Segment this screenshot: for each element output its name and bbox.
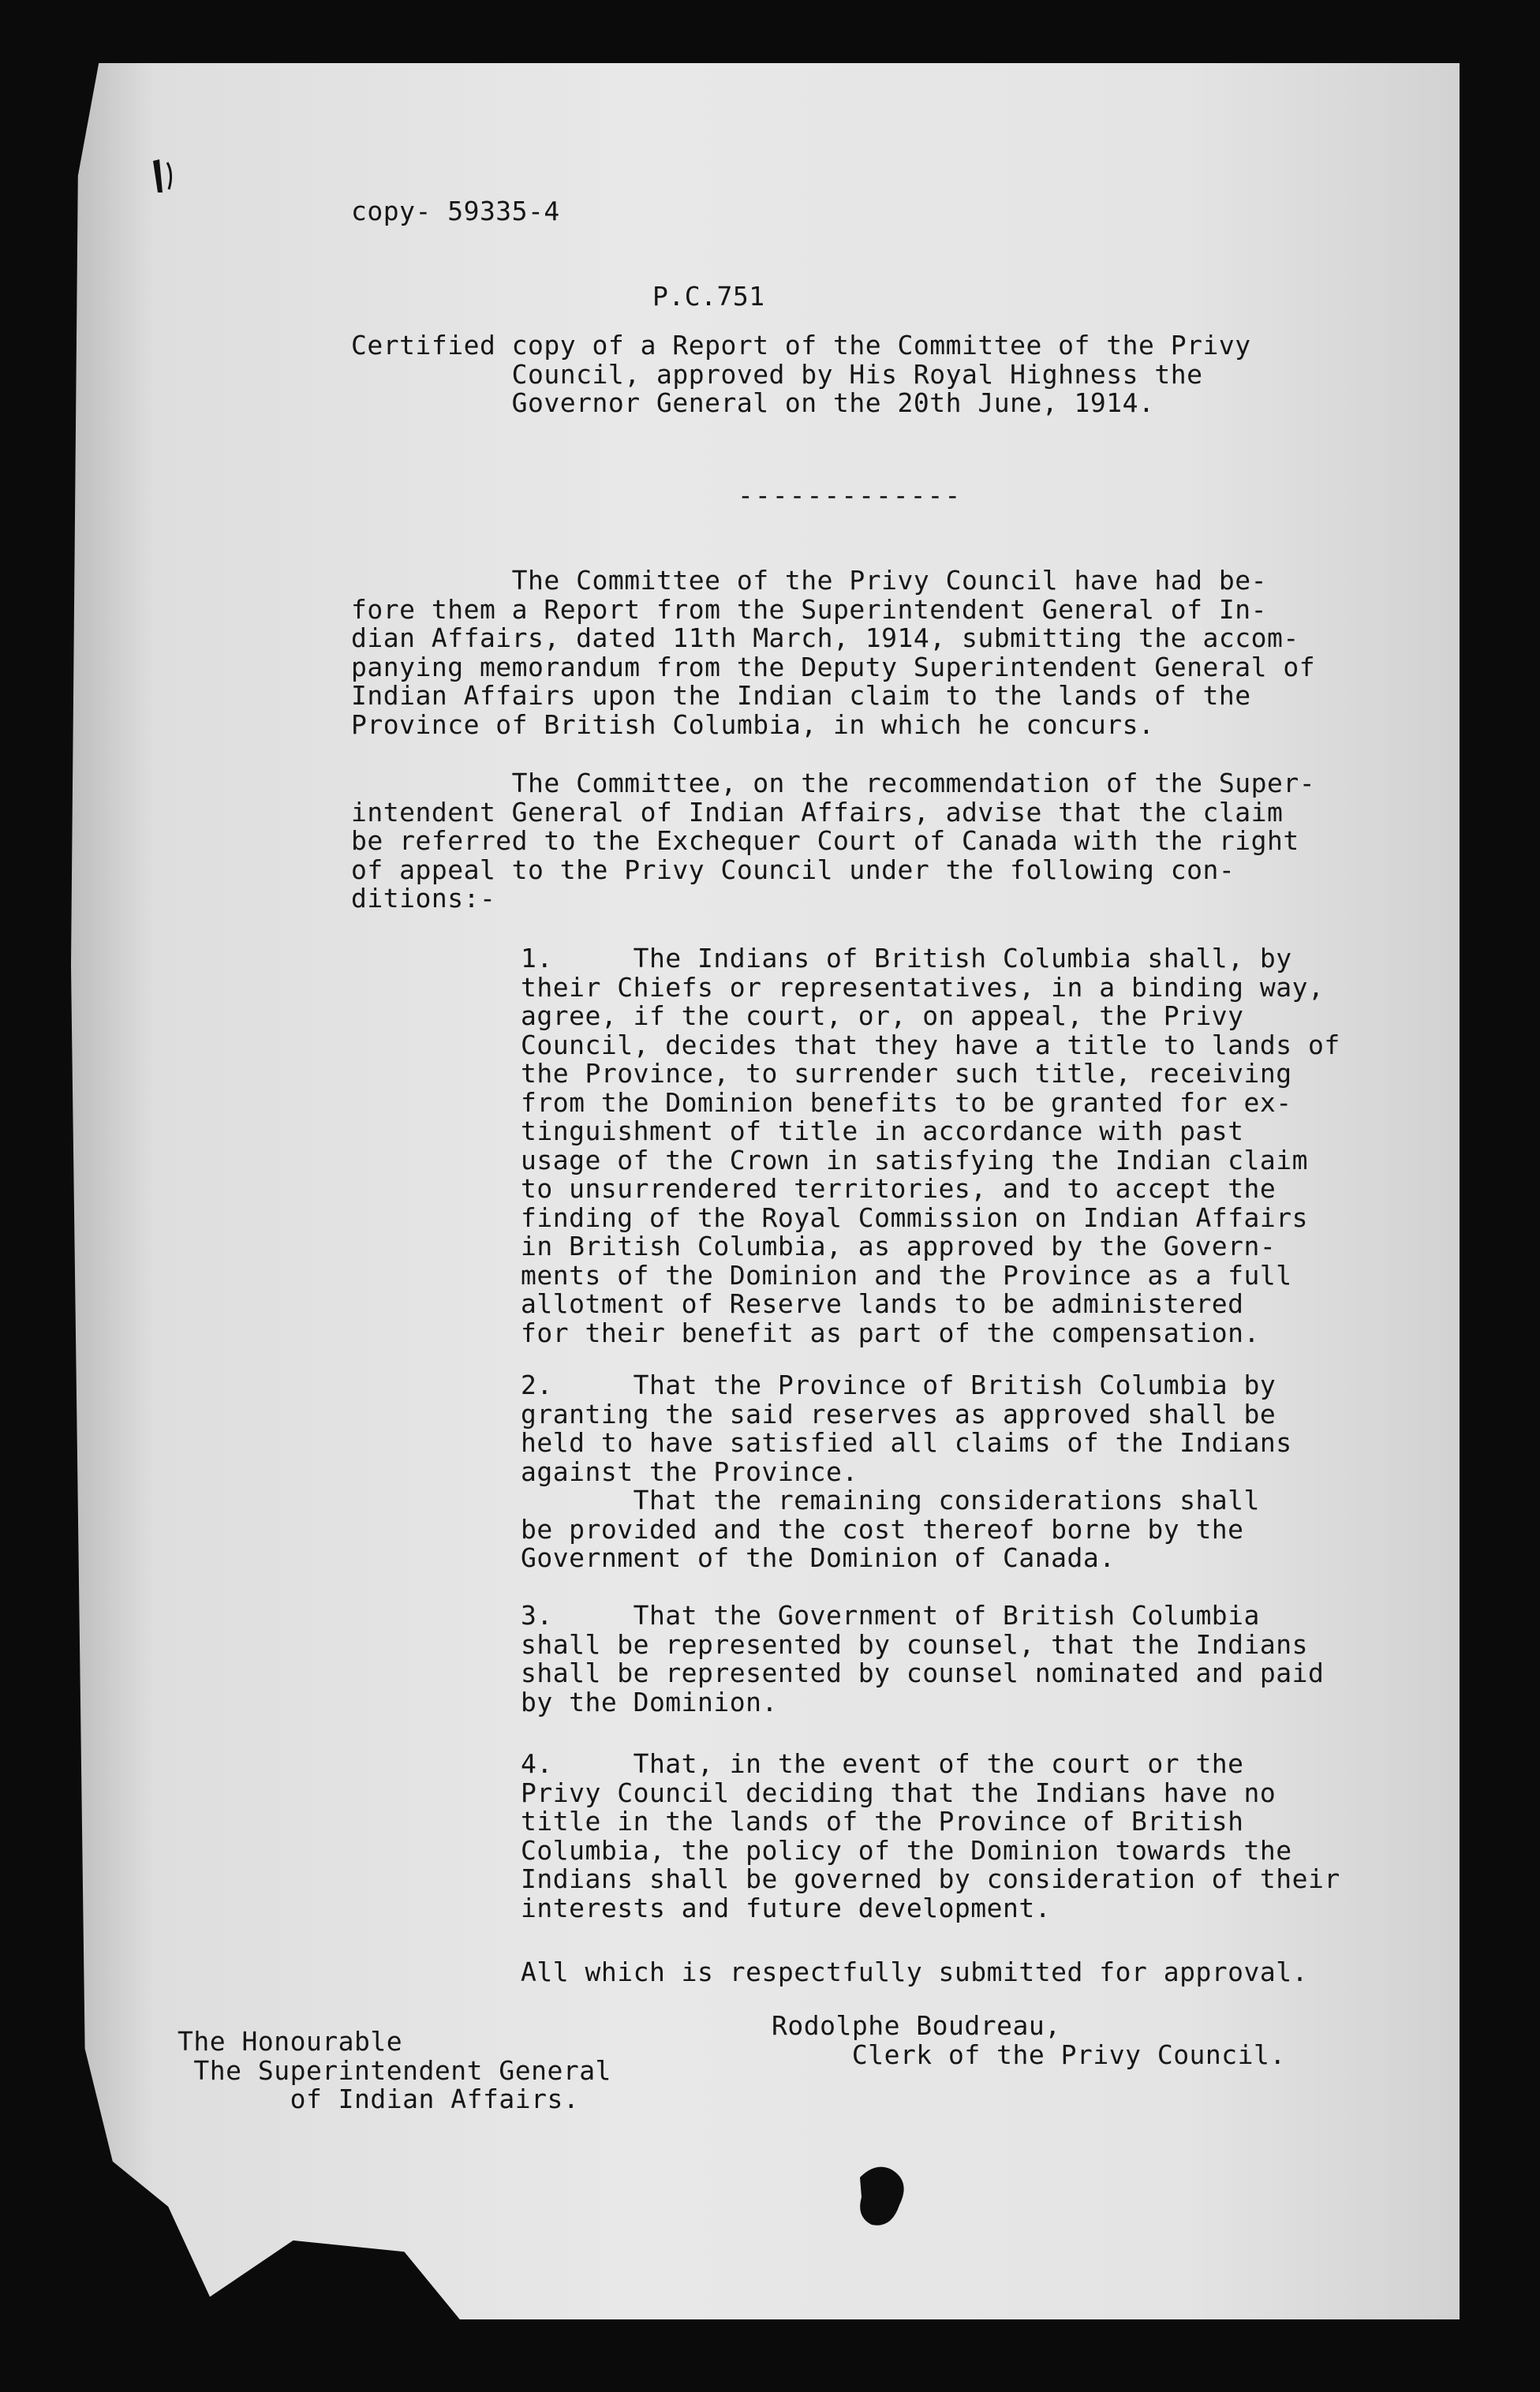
ink-blot-icon [852,2162,915,2233]
text-line: title in the lands of the Province of British [521,1806,1244,1837]
text-line: usage of the Crown in satisfying the Indian claim [521,1144,1309,1175]
text-line: be referred to the Exchequer Court of Canada with the right [351,825,1299,856]
text-line: held to have satisfied all claims of the Indians [521,1427,1292,1458]
text-line: 1. The Indians of British Columbia shall, by [521,943,1292,974]
text-line: Indians shall be governed by consideration of their [521,1863,1340,1894]
text-line: intendent General of Indian Affairs, advise that the claim [351,796,1284,828]
copy-reference: copy- 59335-4 [351,196,560,226]
condition-2 [521,1371,1292,1573]
text-line: Columbia, the policy of the Dominion towards the [521,1834,1292,1866]
pc-number: P.C.751 [652,281,765,312]
signatory-name: Rodolphe Boudreau, [772,2010,1061,2041]
signature-block [772,2012,1286,2069]
text-line: The Committee, on the recommendation of the Super- [351,768,1316,798]
condition-4 [521,1750,1340,1923]
text-line: of Indian Affairs. [178,2084,580,2114]
signatory-title: Clerk of the Privy Council. [772,2039,1286,2070]
text-line: dian Affairs, dated 11th March, 1914, submitting the accom- [351,622,1299,653]
text-line: for their benefit as part of the compensation. [521,1317,1260,1348]
text-line: be provided and the cost thereof borne by the [521,1513,1244,1545]
text-line: allotment of Reserve lands to be administered [521,1288,1244,1319]
certification-heading [351,331,1251,418]
text-line: in British Columbia, as approved by the Govern- [521,1231,1276,1261]
text-line: interests and future development. [521,1892,1052,1923]
text-line: Indian Affairs upon the Indian claim to the lands of the [351,680,1251,711]
text-line: to unsurrendered territories, and to accept the [521,1173,1276,1204]
text-line: Privy Council deciding that the Indians have no [521,1777,1276,1808]
text-line: tinguishment of title in accordance with past [521,1116,1244,1146]
text-line: Council, decides that they have a title to lands of [521,1029,1340,1060]
section-divider: ------------- [738,480,962,510]
text-line: 4. That, in the event of the court or the [521,1748,1244,1779]
text-line: the Province, to surrender such title, receiving [521,1058,1292,1089]
text-line: 2. That the Province of British Columbia by [521,1370,1276,1400]
text-line: their Chiefs or representatives, in a binding way, [521,971,1325,1003]
cert-line: Certified copy of a Report of the Committee of the Privy [351,330,1251,361]
text-line: Province of British Columbia, in which he concurs. [351,708,1155,740]
text-line: fore them a Report from the Superintendent General of In- [351,593,1267,625]
text-line: panying memorandum from the Deputy Superintendent General of [351,651,1316,682]
condition-1 [521,944,1340,1347]
cert-line: Governor General on the 20th June, 1914. [351,387,1155,418]
text-line: agree, if the court, or, on appeal, the Privy [521,1000,1244,1031]
text-line: The Superintendent General [178,2054,611,2086]
paragraph-recommendation [351,769,1315,914]
text-line: ditions:- [351,883,496,914]
text-line: The Honourable [178,2026,403,2057]
handwritten-mark-icon [148,158,175,194]
closing-line: All which is respectfully submitted for approval. [521,1957,1309,1987]
text-line: finding of the Royal Commission on Indian Affairs [521,1202,1309,1233]
text-line: against the Province. [521,1456,858,1487]
cert-line: Council, approved by His Royal Highness the [351,358,1203,390]
text-line: ments of the Dominion and the Province as a full [521,1259,1292,1291]
text-line: 3. That the Government of British Columbia [521,1600,1260,1631]
condition-3 [521,1602,1324,1717]
addressee-block [178,2028,611,2114]
text-line: shall be represented by counsel, that the Indians [521,1628,1309,1660]
text-line: by the Dominion. [521,1686,778,1717]
paragraph-report [351,566,1315,739]
text-line: The Committee of the Privy Council have had be- [351,565,1267,596]
text-line: from the Dominion benefits to be granted for ex- [521,1086,1292,1118]
text-line: Government of the Dominion of Canada. [521,1542,1116,1573]
text-line: granting the said reserves as approved shall be [521,1398,1276,1430]
text-line: of appeal to the Privy Council under the following con- [351,854,1235,885]
text-line: That the remaining considerations shall [521,1485,1260,1516]
text-line: shall be represented by counsel nominated and paid [521,1658,1325,1688]
